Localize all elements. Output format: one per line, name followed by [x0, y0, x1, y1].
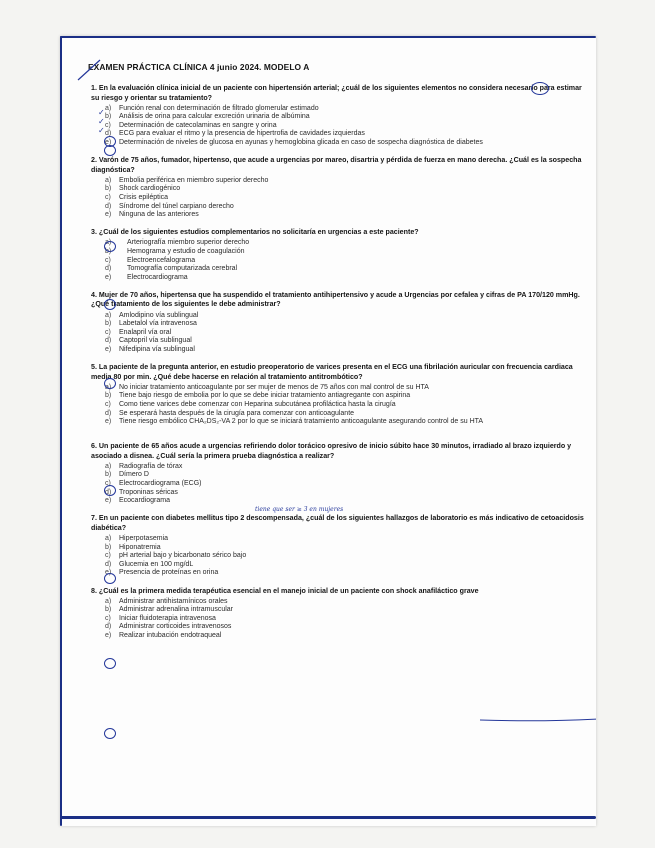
ink-circle-answer [104, 378, 116, 389]
answer-option-d[interactable] [105, 561, 590, 570]
answer-option-d[interactable] [105, 410, 590, 419]
answer-option-c[interactable] [105, 615, 590, 624]
option-letter: e) [105, 345, 112, 353]
option-text: Función renal con determinación de filtrado glomerular estimado [119, 104, 319, 112]
option-text: Hiponatremia [119, 543, 161, 551]
option-text: No iniciar tratamiento anticoagulante por ser mujer de menos de 75 años con mal control de su HTA [119, 383, 429, 391]
option-letter: a) [105, 535, 112, 543]
option-text: Arteriografía miembro superior derecho [127, 239, 250, 247]
exam-title: EXAMEN PRÁCTICA CLÍNICA 4 junio 2024. MODELO A [88, 62, 310, 72]
option-text: Realizar intubación endotraqueal [119, 631, 222, 639]
answer-options [91, 535, 590, 578]
option-text: Síndrome del túnel carpiano derecho [119, 202, 234, 210]
question-stem: 7. En un paciente con diabetes mellitus tipo 2 descompensada, ¿cuál de los siguientes hallazgos de laboratorio es más indicativo de cetoacidosis diabética? [91, 514, 584, 532]
option-text: Tiene bajo riesgo de embolia por lo que se debe iniciar tratamiento antiagregante con aspirina [119, 392, 411, 400]
option-text: Glucemia en 100 mg/dL [119, 560, 194, 568]
ink-circle-answer [104, 485, 116, 496]
question-list [91, 84, 590, 649]
option-text: Ecocardiograma [119, 497, 170, 505]
option-text: Determinación de catecolaminas en sangre y orina [119, 121, 277, 129]
answer-option-d[interactable] [105, 337, 590, 346]
checkmark-icon: ✓ [98, 117, 105, 126]
option-text: Iniciar fluidoterapia intravenosa [119, 614, 216, 622]
option-text: Electrocardiograma (ECG) [119, 480, 202, 488]
ink-circle-answer [104, 573, 116, 584]
option-text: Determinación de niveles de glucosa en ayunas y hemoglobina glicada en caso de sospecha diagnóstica de diabetes [119, 139, 483, 147]
option-text: Hiperpotasemia [119, 535, 169, 543]
option-letter: c) [105, 480, 111, 488]
answer-option-c[interactable] [105, 552, 590, 561]
option-letter: d) [105, 130, 112, 138]
option-text: Se esperará hasta después de la cirugía para comenzar con anticoagulante [119, 409, 355, 417]
option-letter: e) [105, 418, 112, 426]
option-letter: e) [105, 139, 112, 147]
option-text: Electrocardiograma [127, 273, 188, 281]
option-text: Embolia periférica en miembro superior derecho [119, 176, 269, 184]
ink-circle-answer [104, 241, 116, 252]
answer-option-a[interactable] [105, 312, 590, 321]
option-letter: c) [105, 328, 111, 336]
option-text: Hemograma y estudio de coagulación [127, 248, 245, 255]
answer-options [91, 239, 590, 282]
question-6 [91, 442, 590, 506]
option-letter: b) [105, 248, 112, 255]
answer-option-b[interactable] [105, 471, 590, 480]
option-letter: b) [105, 543, 112, 551]
answer-option-a[interactable] [105, 598, 590, 607]
option-letter: d) [105, 265, 112, 273]
option-letter: b) [105, 113, 112, 121]
option-letter: e) [105, 273, 112, 281]
option-text: Nifedipina vía sublingual [119, 345, 195, 353]
question-stem: 6. Un paciente de 65 años acude a urgencias refiriendo dolor torácico opresivo de inicio súbito hace 30 minutos, irradiado al brazo izquierdo y asociado a disnea. ¿Cuál sería la primera prueba diagnóstica a realizar? [91, 442, 572, 460]
handwritten-note: tiene que ser ≥ 3 en mujeres [255, 506, 344, 513]
question-3 [91, 228, 590, 282]
answer-option-e[interactable] [105, 497, 590, 506]
answer-option-e[interactable] [105, 211, 590, 220]
answer-option-a[interactable] [105, 535, 590, 544]
answer-option-d[interactable] [105, 265, 590, 274]
answer-options [91, 312, 590, 355]
question-stem: 2. Varón de 75 años, fumador, hipertenso, que acude a urgencias por mareo, disartria y pérdida de fuerza en mano derecha. ¿Cuál es la sospecha diagnóstica? [91, 156, 582, 174]
handwritten-note-space [91, 427, 590, 434]
option-text: ECG para evaluar el ritmo y la presencia de hipertrofia de cavidades izquierdas [119, 130, 365, 138]
question-8 [91, 587, 590, 641]
option-letter: e) [105, 211, 112, 219]
ink-circle-answer [104, 299, 116, 310]
option-letter: a) [105, 104, 112, 112]
ink-edge-left [60, 36, 62, 826]
answer-option-c[interactable] [105, 194, 590, 203]
answer-option-a[interactable] [105, 105, 590, 114]
option-letter: a) [105, 176, 112, 184]
option-letter: c) [105, 614, 111, 622]
option-letter: d) [105, 409, 112, 417]
answer-option-b[interactable] [105, 606, 590, 615]
answer-options [91, 463, 590, 506]
option-letter: b) [105, 320, 112, 328]
ink-circle-no [531, 82, 549, 95]
option-letter: d) [105, 488, 112, 496]
option-letter: d) [105, 560, 112, 568]
option-letter: b) [105, 606, 112, 614]
underline-mark [480, 717, 596, 723]
answer-option-e[interactable] [105, 632, 590, 641]
checkmark-icon: ✓ [98, 126, 105, 135]
option-letter: a) [105, 239, 112, 247]
answer-option-b[interactable] [105, 248, 590, 257]
option-text: Captopril vía sublingual [119, 337, 192, 345]
answer-option-d[interactable] [105, 203, 590, 212]
option-letter: b) [105, 392, 112, 400]
answer-option-b[interactable] [105, 544, 590, 553]
answer-options [91, 598, 590, 641]
question-2 [91, 156, 590, 220]
option-letter: a) [105, 383, 112, 391]
option-text: Amlodipino vía sublingual [119, 311, 199, 319]
option-letter: d) [105, 337, 112, 345]
question-1 [91, 84, 590, 148]
option-letter: b) [105, 471, 112, 479]
answer-option-d[interactable] [105, 623, 590, 632]
option-text: Labetalol vía intravenosa [119, 320, 197, 328]
answer-option-c[interactable] [105, 329, 590, 338]
question-5 [91, 363, 590, 434]
option-text: Troponinas séricas [119, 488, 178, 496]
answer-option-a[interactable] [105, 384, 590, 393]
ink-circle-answer [104, 728, 116, 739]
option-letter: e) [105, 497, 112, 505]
answer-option-c[interactable] [105, 401, 590, 410]
answer-option-a[interactable] [105, 177, 590, 186]
option-letter: d) [105, 202, 112, 210]
option-text: Ninguna de las anteriores [119, 211, 199, 219]
checkmark-icon: ✓ [98, 108, 105, 117]
option-letter: a) [105, 597, 112, 605]
option-text: Tiene riesgo embólico CHA₂DS₂-VA 2 por lo que se iniciará tratamiento anticoagulante asegurando control de su HTA [119, 418, 484, 426]
option-letter: b) [105, 185, 112, 193]
ink-edge-bottom [60, 816, 596, 819]
option-letter: c) [105, 121, 111, 129]
question-7 [91, 514, 590, 578]
option-text: Presencia de proteínas en orina [119, 569, 219, 577]
option-text: Tomografía computarizada cerebral [127, 265, 238, 273]
option-text: Crisis epiléptica [119, 194, 169, 202]
question-stem: 4. Mujer de 70 años, hipertensa que ha suspendido el tratamiento antihipertensivo y acude a Urgencias por cefalea y cifras de PA 170/120 mmHg. ¿Qué tratamiento de los siguientes le debe administrar? [91, 290, 580, 309]
answer-option-c[interactable] [105, 480, 590, 489]
question-stem: 1. En la evaluación clínica inicial de un paciente con hipertensión arterial; ¿cuál de los siguientes elementos no considera necesario para estimar su riesgo y orientar su tratamiento? [91, 84, 582, 102]
answer-option-a[interactable] [105, 239, 590, 248]
option-text: Electroencefalograma [127, 256, 196, 264]
option-text: Análisis de orina para calcular excreción urinaria de albúmina [119, 113, 310, 121]
option-letter: e) [105, 631, 112, 639]
exam-sheet [60, 36, 596, 826]
ink-edge-top [60, 36, 596, 38]
answer-options [91, 177, 590, 220]
option-text: Administrar corticoides intravenosos [119, 623, 232, 631]
option-letter: c) [105, 256, 111, 264]
answer-options [91, 384, 590, 427]
option-letter: d) [105, 623, 112, 631]
option-text: Como tiene varices debe comenzar con Heparina subcutánea profiláctica hasta la cirugía [119, 400, 396, 408]
question-stem: 5. La paciente de la pregunta anterior, en estudio preoperatorio de varices presenta en el ECG una fibrilación auricular con frecuencia cardiaca media 80 por min. ¿Qué debe hacerse en relación al tratamiento antitrombótico? [91, 363, 573, 381]
option-text: Shock cardiogénico [119, 185, 181, 193]
answer-option-a[interactable] [105, 463, 590, 472]
option-text: Administrar adrenalina intramuscular [119, 606, 233, 614]
option-text: Enalapril vía oral [119, 328, 172, 336]
answer-options [91, 105, 590, 148]
option-letter: c) [105, 400, 111, 408]
question-4 [91, 291, 590, 355]
answer-option-d[interactable] [105, 489, 590, 498]
ink-circle-answer [104, 658, 116, 669]
answer-option-d[interactable] [105, 130, 590, 139]
option-letter: c) [105, 194, 111, 202]
option-text: Administrar antihistamínicos orales [119, 597, 228, 605]
ink-circle-answer [104, 145, 116, 156]
question-stem: 3. ¿Cuál de los siguientes estudios complementarios no solicitaría en urgencias a este paciente? [91, 228, 419, 237]
option-letter: a) [105, 311, 112, 319]
answer-option-b[interactable] [105, 185, 590, 194]
answer-option-e[interactable] [105, 569, 590, 578]
option-text: Dímero D [119, 471, 149, 479]
answer-option-b[interactable] [105, 113, 590, 122]
answer-option-e[interactable] [105, 346, 590, 355]
option-letter: e) [105, 569, 112, 577]
question-stem: 8. ¿Cuál es la primera medida terapéutica esencial en el manejo inicial de un paciente con shock anafiláctico grave [91, 586, 479, 595]
option-letter: a) [105, 462, 112, 470]
answer-option-c[interactable] [105, 122, 590, 131]
answer-option-e[interactable] [105, 418, 590, 427]
answer-option-e[interactable] [105, 139, 590, 148]
answer-option-e[interactable] [105, 274, 590, 283]
option-text: pH arterial bajo y bicarbonato sérico bajo [119, 552, 247, 560]
answer-option-b[interactable] [105, 392, 590, 401]
option-letter: c) [105, 552, 111, 560]
answer-option-c[interactable] [105, 257, 590, 266]
answer-option-b[interactable] [105, 320, 590, 329]
title-pen-stroke [74, 54, 104, 84]
option-text: Radiografía de tórax [119, 462, 183, 470]
